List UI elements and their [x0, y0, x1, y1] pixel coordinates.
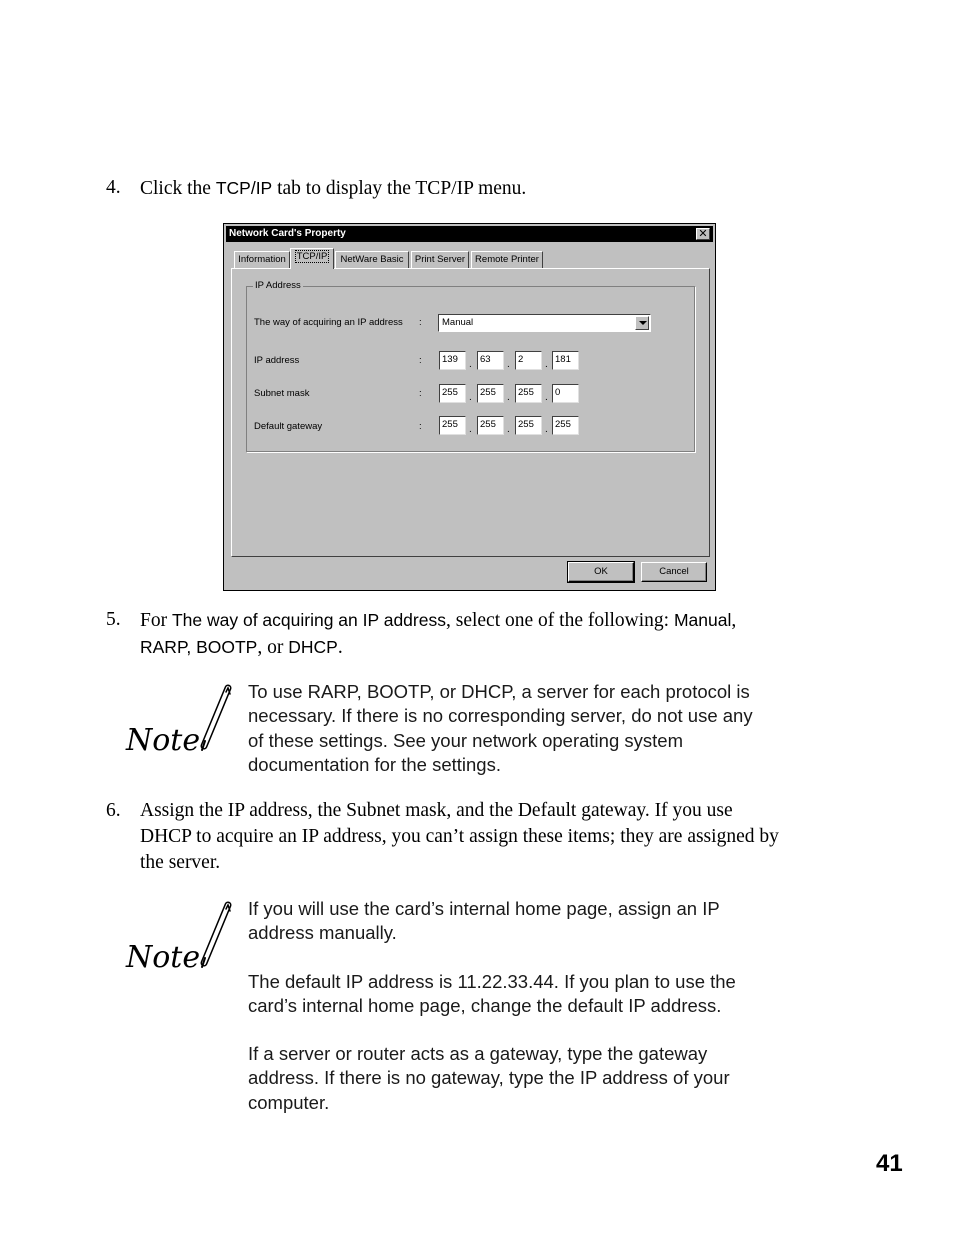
- note-paragraph: [248, 1042, 828, 1115]
- acquire-method-label: The way of acquiring an IP address: [254, 317, 403, 328]
- note-word: Note: [126, 940, 201, 975]
- tab-label: Print Server: [414, 254, 466, 265]
- page-number: 41: [876, 1150, 903, 1177]
- ip-octet-3[interactable]: 2: [515, 351, 542, 370]
- ip-octet-1[interactable]: 139: [439, 351, 466, 370]
- note-line: card’s internal home page, change the default IP address.: [248, 994, 722, 1016]
- ip-octet-4[interactable]: 181: [552, 351, 579, 370]
- step-text-part: , or: [257, 637, 289, 658]
- note-pencil-icon: [124, 897, 234, 977]
- close-icon[interactable]: ✕: [696, 228, 710, 240]
- note-line: address. If there is no gateway, type the IP address of your: [248, 1067, 730, 1089]
- dialog-titlebar: [226, 226, 713, 242]
- tab-name-ref: TCP/IP: [215, 178, 273, 198]
- step-text: [140, 607, 860, 661]
- step-text: [140, 798, 860, 876]
- subnet-octet-3[interactable]: 255: [515, 384, 542, 403]
- gateway-octet-3[interactable]: 255: [515, 416, 542, 435]
- tab-label: TCP/IP: [296, 251, 328, 262]
- acquire-method-value: Manual: [442, 317, 474, 328]
- separator-dot: .: [545, 359, 548, 370]
- colon: :: [419, 421, 422, 432]
- colon: :: [419, 355, 422, 366]
- tab-label: NetWare Basic: [340, 254, 404, 265]
- note-paragraph: [248, 970, 828, 1019]
- setting-name-ref: The way of acquiring an IP address: [171, 610, 446, 630]
- tab-label: Information: [238, 254, 286, 265]
- subnet-octet-4[interactable]: 0: [552, 384, 579, 403]
- gateway-octet-1[interactable]: 255: [439, 416, 466, 435]
- ip-address-label: IP address: [254, 355, 300, 366]
- separator-dot: .: [507, 359, 510, 370]
- note-word: Note: [126, 723, 201, 758]
- cancel-button[interactable]: Cancel: [641, 562, 707, 582]
- dialog-title: Network Card's Property: [229, 228, 346, 239]
- chevron-down-icon[interactable]: [635, 316, 649, 330]
- note-1: [248, 680, 828, 777]
- step-text-part: , select one of the following:: [445, 610, 674, 631]
- note-2: [248, 897, 828, 1115]
- note-paragraph: [248, 897, 828, 946]
- tab-netware-basic[interactable]: [335, 251, 409, 268]
- step-text-part: Click the: [140, 178, 216, 199]
- note-line: To use RARP, BOOTP, or DHCP, a server for each protocol is: [248, 681, 750, 702]
- subnet-mask-label: Subnet mask: [254, 388, 310, 399]
- separator-dot: .: [469, 392, 472, 403]
- note-line: address manually.: [248, 922, 397, 944]
- note-pencil-icon: [124, 680, 234, 760]
- step-line: Assign the IP address, the Subnet mask, and the Default gateway. If you use: [140, 800, 733, 821]
- step-text-part: tab to display the TCP/IP menu.: [272, 178, 527, 199]
- option-dhcp-ref: DHCP: [288, 637, 338, 657]
- subnet-octet-2[interactable]: 255: [477, 384, 504, 403]
- ip-octet-2[interactable]: 63: [477, 351, 504, 370]
- tab-remote-printer[interactable]: [471, 251, 543, 268]
- note-line: of these settings. See your network operating system: [248, 729, 683, 751]
- step-line: the server.: [140, 852, 221, 873]
- ok-button[interactable]: OK: [568, 562, 634, 582]
- note-line: The default IP address is 11.22.33.44. If you plan to use the: [248, 970, 736, 992]
- option-rarp-bootp-ref: RARP, BOOTP: [140, 637, 258, 657]
- step-text-part: For: [140, 610, 172, 631]
- step-line: DHCP to acquire an IP address, you can’t assign these items; they are assigned by: [140, 826, 779, 847]
- tcpip-tab-panel: [231, 268, 710, 557]
- acquire-method-select[interactable]: [438, 314, 651, 332]
- tab-information[interactable]: [234, 251, 290, 268]
- note-line: computer.: [248, 1091, 330, 1113]
- separator-dot: .: [507, 424, 510, 435]
- tab-label: Remote Printer: [475, 254, 539, 265]
- separator-dot: .: [545, 392, 548, 403]
- group-title: IP Address: [255, 280, 301, 291]
- subnet-octet-1[interactable]: 255: [439, 384, 466, 403]
- step-text: [140, 175, 526, 202]
- tab-print-server[interactable]: [411, 251, 469, 268]
- step-text-part: .: [337, 637, 343, 658]
- separator-dot: .: [469, 359, 472, 370]
- step-number: 6.: [106, 800, 121, 821]
- step-number: 4.: [106, 177, 121, 198]
- tab-tcpip[interactable]: [290, 248, 334, 269]
- separator-dot: .: [469, 424, 472, 435]
- colon: :: [419, 388, 422, 399]
- step-line: [140, 607, 860, 634]
- note-line: If a server or router acts as a gateway, type the gateway: [248, 1043, 708, 1065]
- separator-dot: .: [545, 424, 548, 435]
- default-gateway-label: Default gateway: [254, 421, 323, 432]
- note-line: documentation for the settings.: [248, 753, 501, 775]
- separator-dot: .: [507, 392, 510, 403]
- step-text-part: ,: [731, 610, 737, 631]
- gateway-octet-4[interactable]: 255: [552, 416, 579, 435]
- colon: :: [419, 317, 422, 328]
- note-line: If you will use the card’s internal home page, assign an IP: [248, 898, 720, 919]
- ip-address-group: [246, 280, 695, 452]
- step-number: 5.: [106, 609, 121, 630]
- network-card-property-dialog: [223, 223, 716, 591]
- step-line: [140, 634, 860, 661]
- option-manual-ref: Manual: [673, 610, 732, 630]
- gateway-octet-2[interactable]: 255: [477, 416, 504, 435]
- note-line: necessary. If there is no corresponding server, do not use any: [248, 705, 753, 727]
